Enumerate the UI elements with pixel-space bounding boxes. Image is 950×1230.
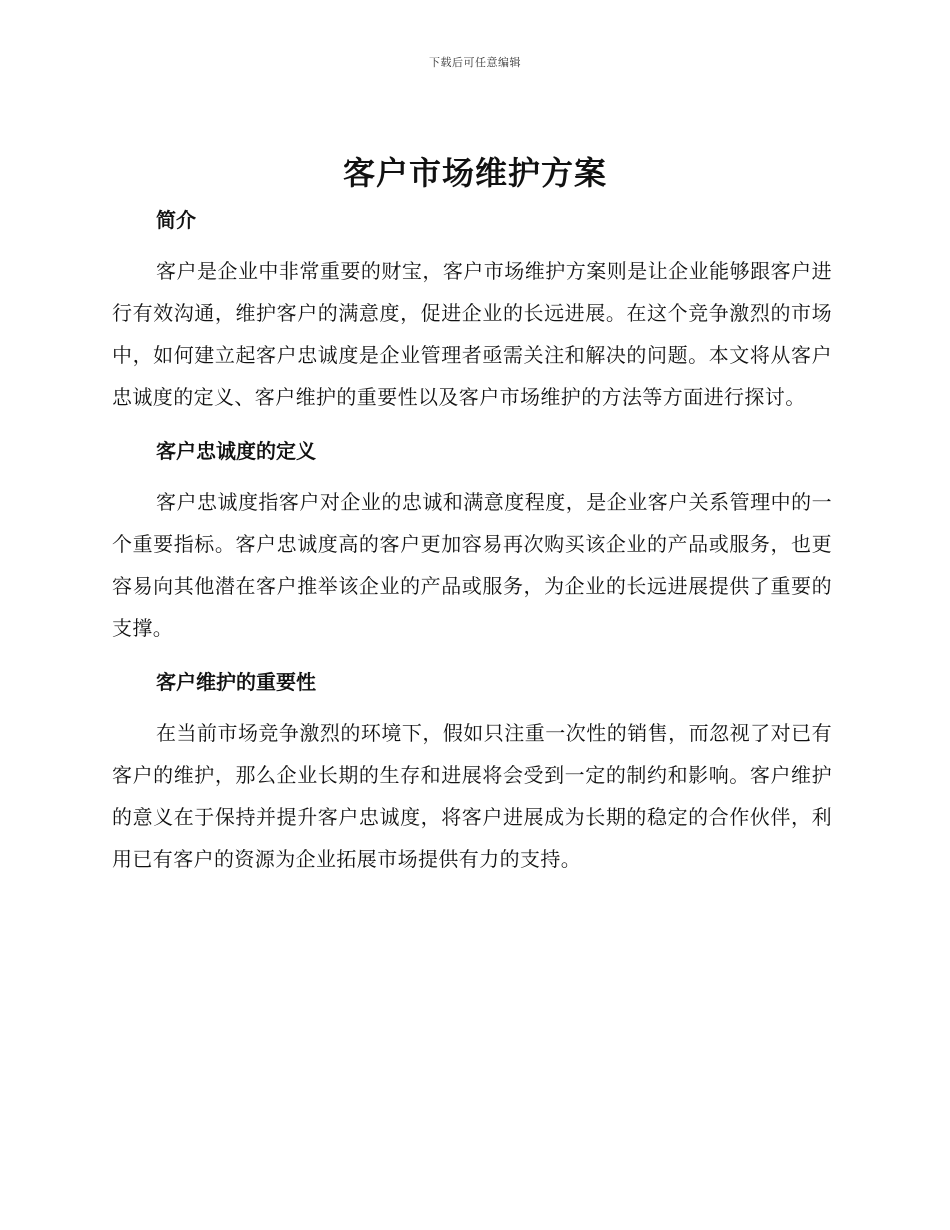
section-heading: 客户维护的重要性: [156, 670, 316, 694]
section-maintenance-importance: [112, 662, 832, 880]
section-loyalty-definition: [112, 431, 832, 649]
section-paragraph: 在当前市场竞争激烈的环境下，假如只注重一次性的销售，而忽视了对已有客户的维护，那么企业长期的生存和进展将会受到一定的制约和影响。客户维护的意义在于保持并提升客户忠诚度，将客户进展成为长期的稳定的合作伙伴，利用已有客户的资源为企业拓展市场提供有力的支持。: [112, 721, 832, 871]
section-heading: 简介: [156, 208, 196, 232]
document-title: 客户市场维护方案: [342, 154, 607, 192]
section-paragraph: 客户是企业中非常重要的财宝，客户市场维护方案则是让企业能够跟客户进行有效沟通，维护客户的满意度，促进企业的长远进展。在这个竞争激烈的市场中，如何建立起客户忠诚度是企业管理者亟需关注和解决的问题。本文将从客户忠诚度的定义、客户维护的重要性以及客户市场维护的方法等方面进行探讨。: [112, 259, 832, 409]
section-paragraph: 客户忠诚度指客户对企业的忠诚和满意度程度，是企业客户关系管理中的一个重要指标。客户忠诚度高的客户更加容易再次购买该企业的产品或服务，也更容易向其他潜在客户推举该企业的产品或服务，为企业的长远进展提供了重要的支撑。: [112, 490, 832, 640]
document-body: [112, 200, 832, 880]
section-intro: [112, 200, 832, 418]
page-header-note: 下载后可任意编辑: [429, 56, 521, 69]
section-heading: 客户忠诚度的定义: [156, 439, 316, 463]
